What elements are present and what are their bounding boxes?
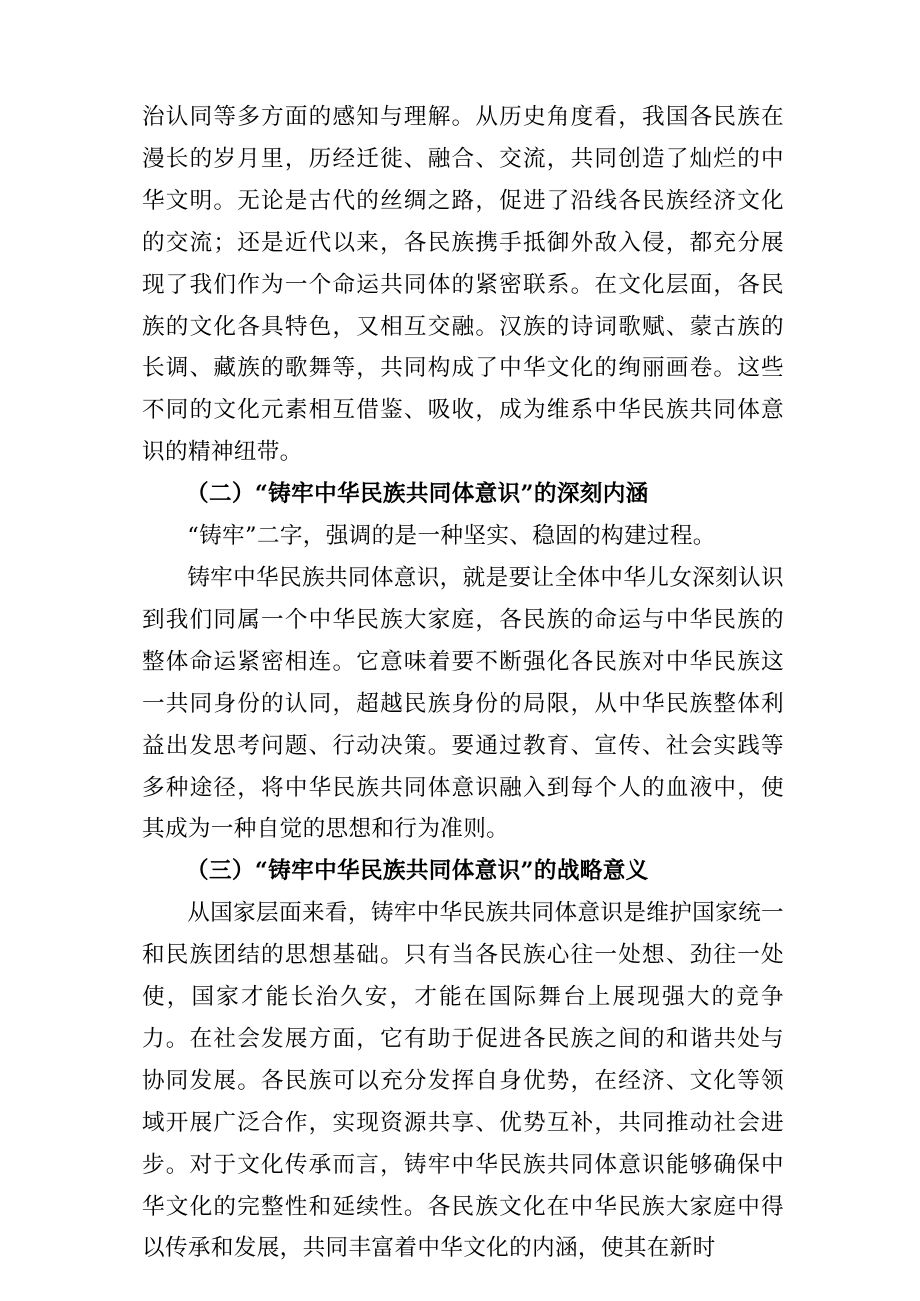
- body-paragraph: 治认同等多方面的感知与理解。从历史角度看，我国各民族在漫长的岁月里，历经迁徙、融合、交流，共同创造了灿烂的中华文明。无论是古代的丝绸之路，促进了沿线各民族经济文化的交流；还是近代以来，各民族携手抵御外敌入侵，都充分展现了我们作为一个命运共同体的紧密联系。在文化层面，各民族的文化各具特色，又相互交融。汉族的诗词歌赋、蒙古族的长调、藏族的歌舞等，共同构成了中华文化的绚丽画卷。这些不同的文化元素相互借鉴、吸收，成为维系中华民族共同体意识的精神纽带。: [142, 104, 784, 466]
- body-paragraph: 铸牢中华民族共同体意识，就是要让全体中华儿女深刻认识到我们同属一个中华民族大家庭，各民族的命运与中华民族的整体命运紧密相连。它意味着要不断强化各民族对中华民族这一共同身份的认同，超越民族身份的局限，从中华民族整体利益出发思考问题、行动决策。要通过教育、宣传、社会实践等多种途径，将中华民族共同体意识融入到每个人的血液中，使其成为一种自觉的思想和行为准则。: [142, 564, 784, 843]
- section-heading: （二）“铸牢中华民族共同体意识”的深刻内涵: [186, 481, 649, 508]
- body-paragraph: 从国家层面来看，铸牢中华民族共同体意识是维护国家统一和民族团结的思想基础。只有当各民族心往一处想、劲往一处使，国家才能长治久安，才能在国际舞台上展现强大的竞争力。在社会发展方面，它有助于促进各民族之间的和谐共处与协同发展。各民族可以充分发挥自身优势，在经济、文化等领域开展广泛合作，实现资源共享、优势互补，共同推动社会进步。对于文化传承而言，铸牢中华民族共同体意识能够确保中华文化的完整性和延续性。各民族文化在中华民族大家庭中得以传承和发展，共同丰富着中华文化的内涵，使其在新时: [142, 900, 784, 1262]
- document-body: [142, 97, 784, 1270]
- body-paragraph: “铸牢”二字，强调的是一种坚实、稳固的构建过程。: [187, 523, 716, 550]
- section-heading: （三）“铸牢中华民族共同体意识”的战略意义: [186, 858, 649, 885]
